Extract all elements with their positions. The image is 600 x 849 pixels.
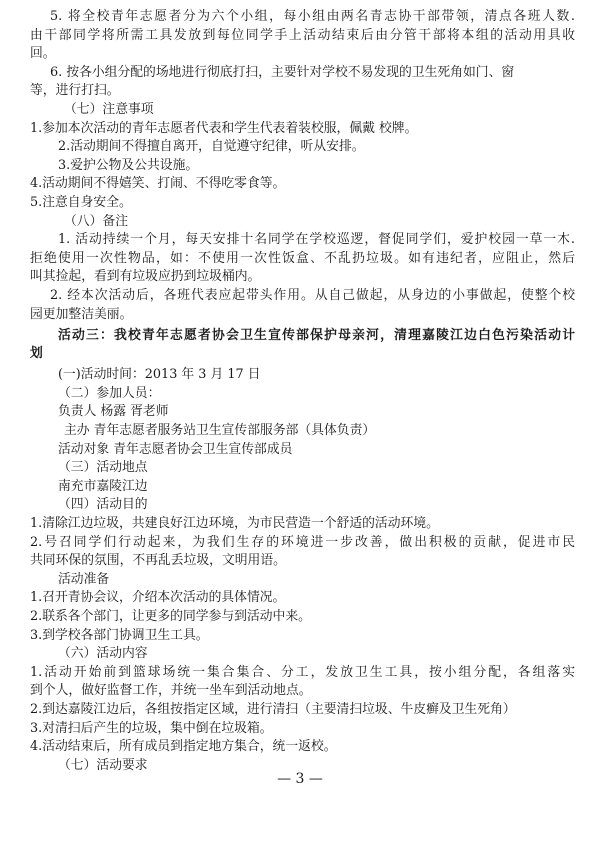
text-line: 拒绝使用一次性物品，如：不使用一次性饭盒、不乱扔垃圾。如有违纪者，应阻止，然后 <box>30 250 575 266</box>
text-line: 1.参加本次活动的青年志愿者代表和学生代表着装校服，佩戴 校牌。 <box>30 120 418 136</box>
section-heading: 活动准备 <box>58 571 110 587</box>
text-line: 5. 将全校青年志愿者分为六个小组，每小组由两名青志协干部带领，清点各班人数. <box>50 9 575 24</box>
text-line: (一)活动时间：2013 年 3 月 17 日 <box>58 367 261 383</box>
text-line: 南充市嘉陵江边 <box>58 478 148 494</box>
text-line: 2.联系各个部门，让更多的同学参与到活动中来。 <box>30 609 311 624</box>
text-line: 2.号召同学们行动起来，为我们生存的环境进一步改善，做出积极的贡献，促进市民 <box>30 534 575 550</box>
page-number: — 3 — <box>277 771 323 787</box>
section-heading: （四）活动目的 <box>58 497 148 513</box>
text-line: 5.注意自身安全。 <box>30 195 132 210</box>
text-line: 园更加整洁美丽。 <box>30 306 133 322</box>
text-line: 3.爱护公物及公共设施。 <box>58 157 199 173</box>
text-line: 等，进行打扫。 <box>30 83 120 99</box>
text-line: 6. 按各小组分配的场地进行彻底打扫，主要针对学校不易发现的卫生死角如门、窗 <box>50 64 515 80</box>
text-line: 共同环保的氛围，不再乱丢垃圾，文明用语。 <box>30 553 286 569</box>
text-line: 负责人 杨露 胥老师 <box>58 404 169 420</box>
text-line: 2.活动期间不得擅自离开，自觉遵守纪律，听从安排。 <box>58 139 365 155</box>
text-line: 到个人，做好监督工作，并统一坐车到活动地点。 <box>30 683 312 699</box>
text-line: 叫其捡起，看到有垃圾应扔到垃圾桶内。 <box>30 269 261 285</box>
text-line: 3.对清扫后产生的垃圾，集中倒在垃圾箱。 <box>30 720 273 736</box>
section-heading: （六）活动内容 <box>58 646 148 662</box>
section-heading: （三）活动地点 <box>58 460 148 476</box>
section-heading: （八）备注 <box>64 213 128 229</box>
text-line: 1.召开青协会议，介绍本次活动的具体情况。 <box>30 590 286 606</box>
text-line: 2.到达嘉陵江边后，各组按指定区域，进行清扫（主要清扫垃圾、牛皮癣及卫生死角） <box>30 702 516 717</box>
text-line: 2. 经本次活动后，各班代表应起带头作用。从自己做起，从身边的小事做起，使整个校 <box>50 288 575 303</box>
text-line: 4.活动结束后，所有成员到指定地方集合，统一返校。 <box>30 739 337 755</box>
activity-title-line: 活动三：我校青年志愿者协会卫生宣传部保护母亲河，清理嘉陵江边白色污染活动计 <box>58 327 575 343</box>
section-heading: （二）参加人员： <box>58 385 161 401</box>
text-line: 回。 <box>30 46 56 62</box>
section-heading: （七）活动要求 <box>58 757 148 773</box>
text-line: 1.活动开始前到篮球场统一集合集合、分工，发放卫生工具，按小组分配，各组落实 <box>30 664 575 680</box>
text-line: 1. 活动持续一个月，每天安排十名同学在学校巡逻，督促同学们，爱护校园一草一木. <box>58 232 575 248</box>
section-heading: （七）注意事项 <box>64 102 154 117</box>
text-line: 1.清除江边垃圾，共建良好江边环境，为市民营造一个舒适的活动环境。 <box>30 516 439 531</box>
text-line: 活动对象 青年志愿者协会卫生宣传部成员 <box>58 441 293 457</box>
text-line: 主办 青年志愿者服务站卫生宣传部服务部（具体负责） <box>64 423 376 438</box>
text-line: 4.活动期间不得嬉笑、打闹、不得吃零食等。 <box>30 176 286 192</box>
text-line: 3.到学校各部门协调卫生工具。 <box>30 627 209 643</box>
activity-title-line: 划 <box>30 346 43 362</box>
text-line: 由干部同学将所需工具发放到每位同学手上活动结束后由分管干部将本组的活动用具收 <box>30 27 575 43</box>
